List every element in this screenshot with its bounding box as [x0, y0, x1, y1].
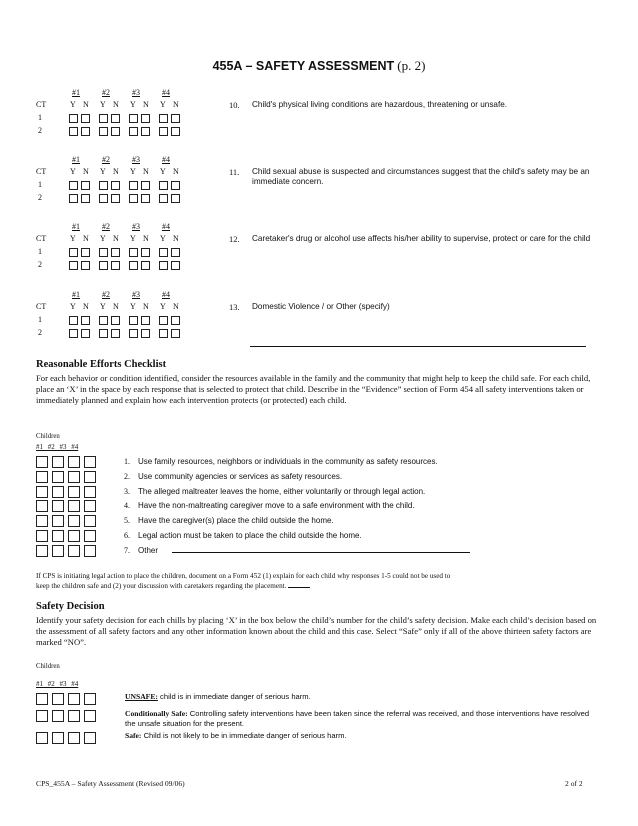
child-4-checkbox[interactable]	[84, 471, 96, 483]
no-checkbox[interactable]	[171, 114, 180, 123]
child-header: #3	[132, 155, 140, 164]
footer-form-id: CPS_455A – Safety Assessment (Revised 09/06)	[36, 779, 185, 788]
efforts-item-number: 6.	[124, 531, 130, 540]
no-checkbox[interactable]	[141, 329, 150, 338]
factor-number: 13.	[229, 302, 240, 312]
child-1-decision-box[interactable]	[36, 710, 48, 722]
no-checkbox[interactable]	[171, 329, 180, 338]
child-4-checkbox[interactable]	[84, 500, 96, 512]
efforts-item	[124, 472, 342, 481]
efforts-item	[124, 501, 415, 510]
no-checkbox[interactable]	[141, 261, 150, 270]
no-label: N	[143, 100, 149, 109]
decision-option	[125, 692, 595, 702]
yes-checkbox[interactable]	[69, 316, 78, 325]
no-checkbox[interactable]	[111, 194, 120, 203]
child-header: #3	[132, 222, 140, 231]
factor-text: Child sexual abuse is suspected and circumstances suggest that the child's safety may be an immediate concern.	[252, 167, 590, 186]
no-label: N	[83, 100, 89, 109]
no-label: N	[173, 234, 179, 243]
child-3-checkbox[interactable]	[68, 515, 80, 527]
efforts-item	[124, 531, 362, 540]
child-header: #3	[132, 88, 140, 97]
no-checkbox[interactable]	[81, 114, 90, 123]
efforts-item-text: Other	[138, 545, 159, 555]
decision-label: Safe:	[125, 731, 142, 740]
other-specify-line[interactable]	[172, 552, 470, 553]
no-checkbox[interactable]	[171, 127, 180, 136]
page-title	[0, 58, 638, 74]
yes-label: Y	[130, 100, 136, 109]
efforts-item-text: Use community agencies or services as safety resources.	[138, 471, 343, 481]
child-header: #3	[132, 290, 140, 299]
child-3-checkbox[interactable]	[68, 486, 80, 498]
child-4-checkbox[interactable]	[84, 545, 96, 557]
efforts-item-text: Have the non-maltreating caregiver move to a safe environment with the child.	[138, 501, 415, 511]
no-checkbox[interactable]	[141, 181, 150, 190]
no-checkbox[interactable]	[111, 248, 120, 257]
no-checkbox[interactable]	[171, 248, 180, 257]
caretaker-row-label: 1	[38, 113, 42, 122]
no-label: N	[173, 100, 179, 109]
decision-text: Child is not likely to be in immediate danger of serious harm.	[143, 731, 347, 740]
child-1-checkbox[interactable]	[36, 500, 48, 512]
form-title: 455A – SAFETY ASSESSMENT	[212, 59, 395, 73]
child-header: #4	[162, 88, 170, 97]
yes-checkbox[interactable]	[99, 261, 108, 270]
no-checkbox[interactable]	[111, 329, 120, 338]
caretaker-row-label: 1	[38, 247, 42, 256]
efforts-item-text: Use family resources, neighbors or individuals in the community as safety resources.	[138, 457, 438, 466]
child-header: #2	[102, 88, 110, 97]
legal-action-note-line1: If CPS is initiating legal action to place the children, document on a Form 452 (1) explain for each child why responses 1-5 could not be used to	[36, 572, 451, 580]
no-checkbox[interactable]	[141, 114, 150, 123]
child-1-checkbox[interactable]	[36, 545, 48, 557]
no-checkbox[interactable]	[81, 181, 90, 190]
legal-action-note-line2: keep the children safe and (2) your discussion with caretakers regarding the placement.	[36, 582, 287, 590]
child-header: #2	[102, 222, 110, 231]
yes-checkbox[interactable]	[99, 127, 108, 136]
yes-checkbox[interactable]	[99, 114, 108, 123]
efforts-item-number: 2.	[124, 471, 130, 481]
no-checkbox[interactable]	[141, 127, 150, 136]
caretaker-row-label: 2	[38, 328, 42, 337]
efforts-item-text: The alleged maltreater leaves the home, either voluntarily or through legal action.	[138, 486, 426, 496]
yes-checkbox[interactable]	[129, 194, 138, 203]
child-header: #4	[162, 290, 170, 299]
legal-action-note-line2-wrap	[36, 581, 611, 591]
yes-checkbox[interactable]	[159, 316, 168, 325]
child-2-checkbox[interactable]	[52, 530, 64, 542]
safety-factor-12	[36, 222, 596, 286]
no-checkbox[interactable]	[171, 194, 180, 203]
child-2-checkbox[interactable]	[52, 515, 64, 527]
no-label: N	[143, 234, 149, 243]
no-label: N	[113, 167, 119, 176]
child-4-checkbox[interactable]	[84, 456, 96, 468]
yes-label: Y	[100, 234, 106, 243]
child-header: #2	[102, 155, 110, 164]
child-3-checkbox[interactable]	[68, 545, 80, 557]
no-label: N	[83, 167, 89, 176]
child-header: #1	[72, 88, 80, 97]
yes-checkbox[interactable]	[159, 248, 168, 257]
caretaker-row-label: 1	[38, 180, 42, 189]
other-specify-line[interactable]	[250, 346, 586, 347]
yes-checkbox[interactable]	[69, 261, 78, 270]
no-label: N	[113, 302, 119, 311]
efforts-item-number: 4.	[124, 501, 130, 511]
child-3-checkbox[interactable]	[68, 530, 80, 542]
yes-checkbox[interactable]	[99, 194, 108, 203]
yes-checkbox[interactable]	[159, 114, 168, 123]
child-3-decision-box[interactable]	[68, 710, 80, 722]
yes-label: Y	[160, 234, 166, 243]
factor-number: 12.	[229, 234, 240, 244]
efforts-item-text: Legal action must be taken to place the child outside the home.	[138, 531, 362, 540]
child-3-checkbox[interactable]	[68, 500, 80, 512]
yes-label: Y	[160, 167, 166, 176]
yes-label: Y	[130, 302, 136, 311]
child-3-decision-box[interactable]	[68, 732, 80, 744]
factor-number: 10.	[229, 100, 240, 110]
child-header: #1	[72, 222, 80, 231]
no-checkbox[interactable]	[81, 127, 90, 136]
child-1-decision-box[interactable]	[36, 732, 48, 744]
no-label: N	[173, 302, 179, 311]
yes-checkbox[interactable]	[69, 248, 78, 257]
child-2-checkbox[interactable]	[52, 500, 64, 512]
no-checkbox[interactable]	[171, 181, 180, 190]
yes-checkbox[interactable]	[129, 248, 138, 257]
caretaker-row-label: 2	[38, 126, 42, 135]
yes-label: Y	[70, 234, 76, 243]
placement-blank[interactable]	[288, 587, 310, 588]
child-4-checkbox[interactable]	[84, 486, 96, 498]
yes-label: Y	[160, 302, 166, 311]
no-checkbox[interactable]	[81, 261, 90, 270]
yes-checkbox[interactable]	[159, 127, 168, 136]
yes-checkbox[interactable]	[129, 181, 138, 190]
child-header: #2	[102, 290, 110, 299]
child-1-checkbox[interactable]	[36, 471, 48, 483]
yes-label: Y	[70, 302, 76, 311]
child-1-checkbox[interactable]	[36, 486, 48, 498]
yes-checkbox[interactable]	[69, 181, 78, 190]
child-4-decision-box[interactable]	[84, 693, 96, 705]
ct-label: CT	[36, 100, 47, 109]
yes-checkbox[interactable]	[69, 194, 78, 203]
yes-checkbox[interactable]	[129, 316, 138, 325]
no-checkbox[interactable]	[111, 114, 120, 123]
yes-label: Y	[130, 234, 136, 243]
efforts-item-text: Have the caregiver(s) place the child outside the home.	[138, 516, 334, 526]
decision-children-numbers: #1 #2 #3 #4	[36, 680, 79, 688]
yes-label: Y	[130, 167, 136, 176]
no-label: N	[113, 100, 119, 109]
safety-decision-title: Safety Decision	[36, 601, 105, 612]
child-2-decision-box[interactable]	[52, 732, 64, 744]
child-2-decision-box[interactable]	[52, 693, 64, 705]
child-header: #1	[72, 290, 80, 299]
yes-checkbox[interactable]	[159, 181, 168, 190]
decision-option	[125, 709, 595, 729]
yes-checkbox[interactable]	[129, 329, 138, 338]
child-3-checkbox[interactable]	[68, 456, 80, 468]
no-checkbox[interactable]	[111, 181, 120, 190]
yes-label: Y	[100, 302, 106, 311]
yes-checkbox[interactable]	[159, 329, 168, 338]
child-header: #4	[162, 155, 170, 164]
legal-action-note	[36, 571, 611, 591]
efforts-item	[124, 516, 334, 525]
factor-text: Child's physical living conditions are hazardous, threatening or unsafe.	[252, 100, 508, 109]
safety-decision-instructions: Identify your safety decision for each chills by placing ‘X’ in the box below the child’s number for the child’s safety decision. Make each child’s decision based on the assessment of all safety factors and any other information known about the child and this case. Select “Safe” only if all of the above thirteen safety factors are marked “NO”.	[36, 615, 597, 647]
child-2-checkbox[interactable]	[52, 456, 64, 468]
child-4-decision-box[interactable]	[84, 710, 96, 722]
no-label: N	[83, 302, 89, 311]
ct-label: CT	[36, 234, 47, 243]
safety-factor-10	[36, 88, 596, 152]
yes-checkbox[interactable]	[159, 261, 168, 270]
safety-factor-11	[36, 155, 596, 219]
efforts-item	[124, 457, 438, 466]
children-label: Children	[36, 433, 60, 440]
decision-option	[125, 731, 595, 741]
decision-children-label: Children	[36, 663, 60, 670]
child-2-checkbox[interactable]	[52, 471, 64, 483]
no-checkbox[interactable]	[81, 194, 90, 203]
yes-checkbox[interactable]	[129, 127, 138, 136]
efforts-item-number: 5.	[124, 516, 130, 526]
caretaker-row-label: 2	[38, 193, 42, 202]
child-header: #4	[162, 222, 170, 231]
decision-label: Conditionally Safe:	[125, 709, 188, 718]
yes-label: Y	[160, 100, 166, 109]
efforts-item-number: 7.	[124, 545, 130, 555]
child-4-decision-box[interactable]	[84, 732, 96, 744]
no-checkbox[interactable]	[141, 194, 150, 203]
decision-text: Controlling safety interventions have been taken since the referral was received, and those interventions have resolved the unsafe situation for the present.	[125, 709, 590, 728]
yes-checkbox[interactable]	[69, 127, 78, 136]
safety-factor-13	[36, 290, 596, 354]
no-checkbox[interactable]	[171, 316, 180, 325]
efforts-item-number: 1.	[124, 457, 130, 466]
child-4-checkbox[interactable]	[84, 530, 96, 542]
yes-label: Y	[100, 167, 106, 176]
decision-label: UNSAFE:	[125, 692, 158, 701]
no-label: N	[143, 167, 149, 176]
yes-checkbox[interactable]	[99, 181, 108, 190]
ct-label: CT	[36, 302, 47, 311]
child-2-checkbox[interactable]	[52, 486, 64, 498]
yes-checkbox[interactable]	[99, 329, 108, 338]
no-checkbox[interactable]	[81, 329, 90, 338]
child-1-checkbox[interactable]	[36, 530, 48, 542]
yes-checkbox[interactable]	[99, 248, 108, 257]
no-label: N	[143, 302, 149, 311]
yes-checkbox[interactable]	[129, 261, 138, 270]
footer-page-number: 2 of 2	[565, 779, 583, 788]
yes-checkbox[interactable]	[69, 329, 78, 338]
no-checkbox[interactable]	[111, 261, 120, 270]
no-checkbox[interactable]	[111, 316, 120, 325]
decision-text: child is in immediate danger of serious harm.	[160, 692, 311, 701]
reasonable-efforts-title: Reasonable Efforts Checklist	[36, 359, 167, 370]
no-label: N	[83, 234, 89, 243]
child-3-checkbox[interactable]	[68, 471, 80, 483]
child-1-checkbox[interactable]	[36, 515, 48, 527]
reasonable-efforts-instructions: For each behavior or condition identified, consider the resources available in the family and the community that might help to keep the child safe. For each child, place an ‘X’ in the space by each response that is selected to protect that child. Describe in the “Evidence” section of Form 454 all safety interventions taken or immediately planned and explain how each intervention protects (or protected) each child.	[36, 373, 591, 405]
ct-label: CT	[36, 167, 47, 176]
no-checkbox[interactable]	[171, 261, 180, 270]
yes-checkbox[interactable]	[99, 316, 108, 325]
child-1-checkbox[interactable]	[36, 456, 48, 468]
no-checkbox[interactable]	[81, 248, 90, 257]
efforts-item	[124, 546, 158, 555]
factor-text: Caretaker's drug or alcohol use affects his/her ability to supervise, protect or care for the child	[252, 234, 591, 243]
yes-checkbox[interactable]	[129, 114, 138, 123]
no-label: N	[113, 234, 119, 243]
caretaker-row-label: 2	[38, 260, 42, 269]
yes-checkbox[interactable]	[69, 114, 78, 123]
child-2-decision-box[interactable]	[52, 710, 64, 722]
yes-label: Y	[70, 100, 76, 109]
child-header: #1	[72, 155, 80, 164]
caretaker-row-label: 1	[38, 315, 42, 324]
efforts-item	[124, 487, 425, 496]
yes-checkbox[interactable]	[159, 194, 168, 203]
no-checkbox[interactable]	[81, 316, 90, 325]
efforts-item-number: 3.	[124, 486, 130, 496]
factor-number: 11.	[229, 167, 240, 177]
children-numbers: #1 #2 #3 #4	[36, 443, 79, 451]
yes-label: Y	[100, 100, 106, 109]
child-4-checkbox[interactable]	[84, 515, 96, 527]
page-indicator: (p. 2)	[397, 58, 426, 73]
factor-text: Domestic Violence / or Other (specify)	[252, 302, 390, 311]
child-1-decision-box[interactable]	[36, 693, 48, 705]
no-checkbox[interactable]	[141, 248, 150, 257]
no-label: N	[173, 167, 179, 176]
yes-label: Y	[70, 167, 76, 176]
no-checkbox[interactable]	[111, 127, 120, 136]
child-3-decision-box[interactable]	[68, 693, 80, 705]
child-2-checkbox[interactable]	[52, 545, 64, 557]
no-checkbox[interactable]	[141, 316, 150, 325]
